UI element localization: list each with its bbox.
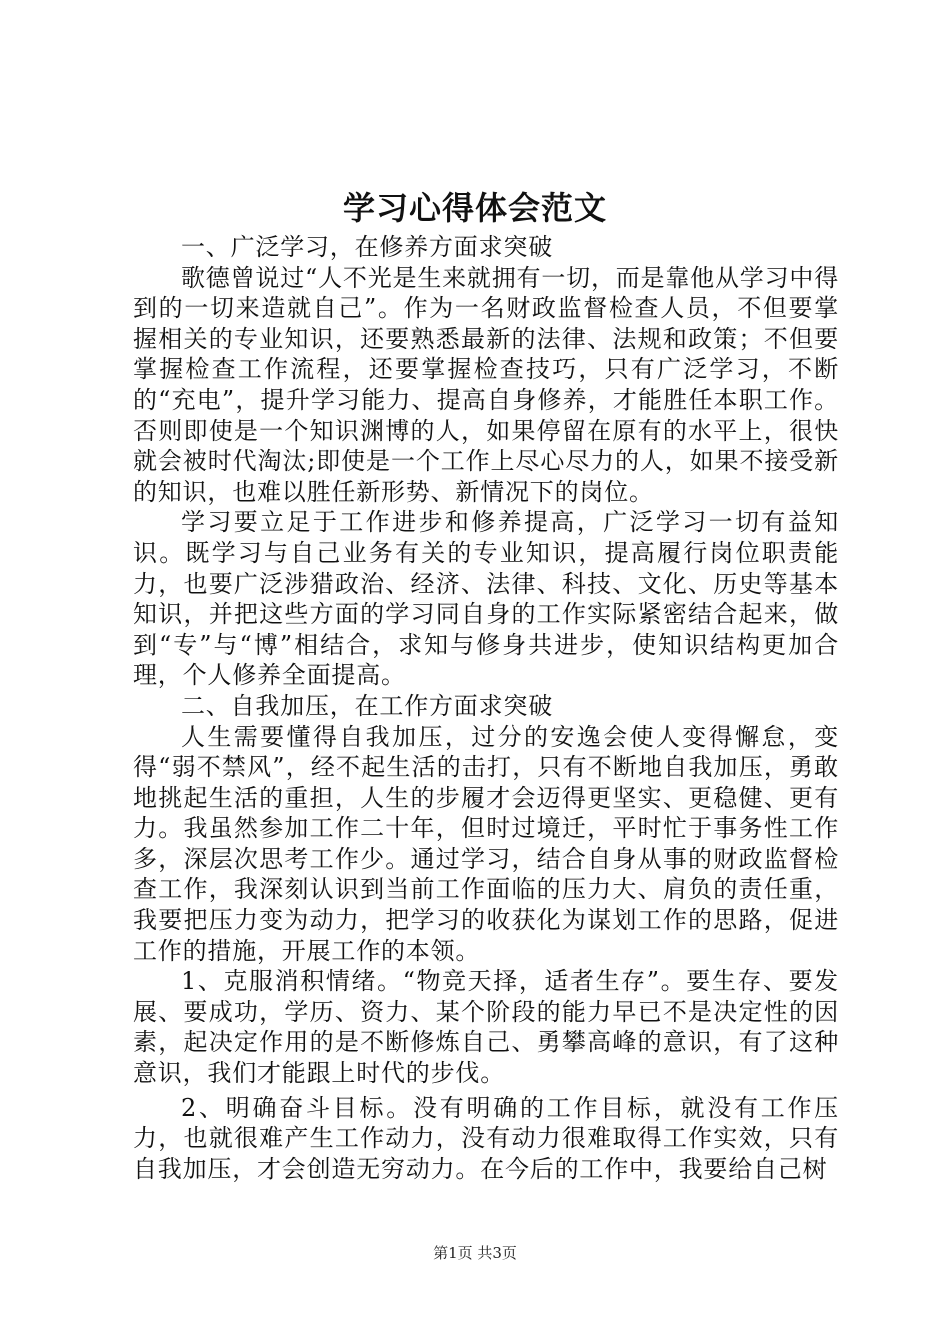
paragraph-5: 2、明确奋斗目标。没有明确的工作目标，就没有工作压力，也就很难产生工作动力，没有动力很难取得工作实效，只有自我加压，才会创造无穷动力。在今后的工作中，我要给自己树 <box>133 1093 839 1183</box>
page-footer: 第1页 共3页 <box>433 1244 517 1262</box>
section-heading-2: 二、自我加压，在工作方面求突破 <box>181 691 553 720</box>
document-body <box>133 232 839 1184</box>
paragraph-3: 人生需要懂得自我加压，过分的安逸会使人变得懈怠，变得“弱不禁风”，经不起生活的击打，只有不断地自我加压，勇敢地挑起生活的重担，人生的步履才会迈得更坚实、更稳健、更有力。我虽然参加工作二十年，但时过境迁，平时忙于事务性工作多，深层次思考工作少。通过学习，结合自身从事的财政监督检查工作，我深刻认识到当前工作面临的压力大、肩负的责任重，我要把压力变为动力，把学习的收获化为谋划工作的思路，促进工作的措施，开展工作的本领。 <box>133 722 839 965</box>
paragraph-4: 1、克服消积情绪。“物竞天择，适者生存”。要生存、要发展、要成功，学历、资力、某个阶段的能力早已不是决定性的因素，起决定作用的是不断修炼自己、勇攀高峰的意识，有了这种意识，我们才能跟上时代的步伐。 <box>133 967 839 1088</box>
paragraph-2: 学习要立足于工作进步和修养提高，广泛学习一切有益知识。既学习与自己业务有关的专业知识，提高履行岗位职责能力，也要广泛涉猎政治、经济、法律、科技、文化、历史等基本知识，并把这些方面的学习同自身的工作实际紧密结合起来，做到“专”与“博”相结合，求知与修身共进步，使知识结构更加合理，个人修养全面提高。 <box>133 508 839 690</box>
section-heading-1: 一、广泛学习，在修养方面求突破 <box>181 233 553 261</box>
document-title: 学习心得体会范文 <box>342 189 607 227</box>
paragraph-1: 歌德曾说过“人不光是生来就拥有一切，而是靠他从学习中得到的一切来造就自己”。作为一名财政监督检查人员，不但要掌握相关的专业知识，还要熟悉最新的法律、法规和政策；不但要掌握检查工作流程，还要掌握检查技巧，只有广泛学习，不断的“充电”，提升学习能力、提高自身修养，才能胜任本职工作。否则即使是一个知识渊博的人，如果停留在原有的水平上，很快就会被时代淘汰;即使是一个工作上尽心尽力的人，如果不接受新的知识，也难以胜任新形势、新情况下的岗位。 <box>133 263 839 506</box>
